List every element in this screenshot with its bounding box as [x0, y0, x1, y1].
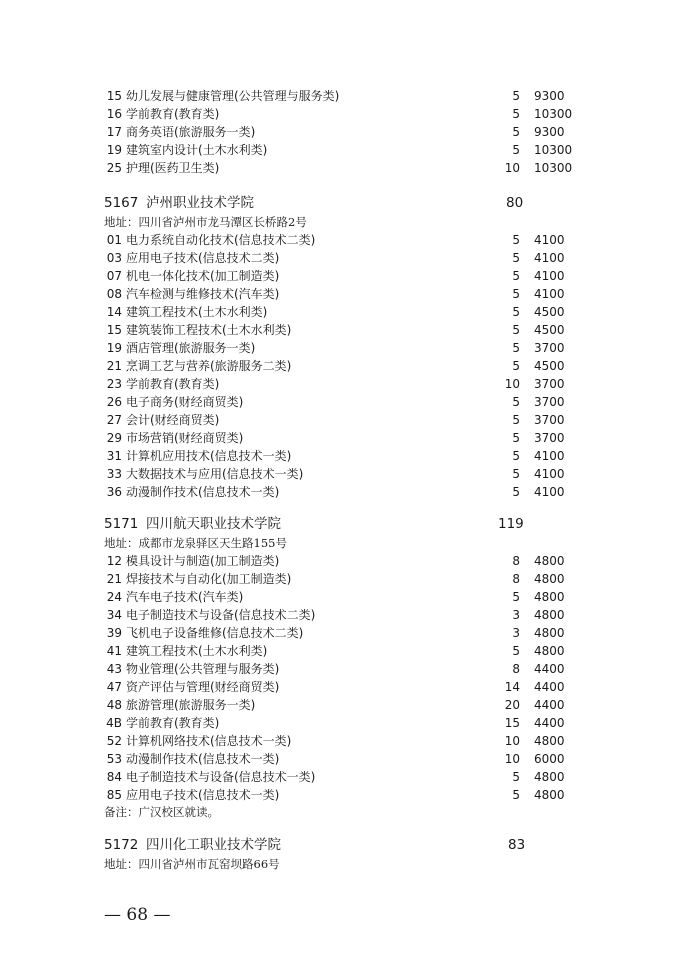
- major-name: 模具设计与制造(加工制造类): [126, 554, 280, 568]
- major-quota: 3: [512, 608, 520, 622]
- major-name: 资产评估与管理(财经商贸类): [126, 680, 280, 694]
- major-code: 01: [106, 233, 122, 247]
- table-row: [0, 141, 680, 159]
- major-name: 建筑工程技术(土木水利类): [126, 305, 268, 319]
- table-row: [0, 624, 680, 642]
- table-row: [0, 123, 680, 141]
- major-name: 幼儿发展与健康管理(公共管理与服务类): [126, 89, 340, 103]
- major-code: 4B: [106, 716, 122, 730]
- major-code: 17: [106, 125, 122, 139]
- major-quota: 5: [512, 449, 520, 463]
- major-tuition: 3700: [534, 341, 565, 355]
- major-code: 41: [106, 644, 122, 658]
- table-row: [0, 411, 680, 429]
- major-code: 84: [106, 770, 122, 784]
- major-code: 21: [106, 359, 122, 373]
- major-code: 08: [106, 287, 122, 301]
- major-tuition: 4800: [534, 608, 565, 622]
- major-code: 23: [106, 377, 122, 391]
- table-row: [0, 267, 680, 285]
- major-tuition: 4800: [534, 770, 565, 784]
- school-total-quota: 83: [508, 837, 526, 853]
- major-quota: 5: [512, 125, 520, 139]
- table-row: [0, 159, 680, 177]
- table-row: [0, 678, 680, 696]
- major-tuition: 3700: [534, 413, 565, 427]
- major-code: 21: [106, 572, 122, 586]
- major-tuition: 4500: [534, 323, 565, 337]
- major-code: 15: [106, 89, 122, 103]
- major-quota: 8: [512, 662, 520, 676]
- major-tuition: 9300: [534, 125, 565, 139]
- table-row: [0, 285, 680, 303]
- major-tuition: 4100: [534, 233, 565, 247]
- major-name: 酒店管理(旅游服务一类): [126, 341, 256, 355]
- major-code: 39: [106, 626, 122, 640]
- major-code: 25: [106, 161, 122, 175]
- major-tuition: 4500: [534, 305, 565, 319]
- major-tuition: 3700: [534, 431, 565, 445]
- major-code: 15: [106, 323, 122, 337]
- major-name: 市场营销(财经商贸类): [126, 431, 244, 445]
- page-number: — 68 —: [104, 905, 171, 925]
- major-tuition: 4800: [534, 644, 565, 658]
- major-tuition: 4100: [534, 251, 565, 265]
- school-address: 地址：四川省泸州市瓦窑坝路66号: [104, 857, 280, 871]
- major-tuition: 4100: [534, 485, 565, 499]
- table-row: [0, 357, 680, 375]
- major-code: 27: [106, 413, 122, 427]
- major-quota: 5: [512, 590, 520, 604]
- table-row: [0, 465, 680, 483]
- major-tuition: 4400: [534, 698, 565, 712]
- major-tuition: 10300: [534, 107, 573, 121]
- major-code: 53: [106, 752, 122, 766]
- major-tuition: 4100: [534, 287, 565, 301]
- major-tuition: 4800: [534, 734, 565, 748]
- school-total-quota: 80: [506, 195, 524, 211]
- major-name: 计算机网络技术(信息技术一类): [126, 734, 292, 748]
- major-code: 19: [106, 341, 122, 355]
- school-address: 地址：成都市龙泉驿区天生路155号: [104, 536, 287, 550]
- major-tuition: 9300: [534, 89, 565, 103]
- major-quota: 5: [512, 431, 520, 445]
- major-name: 电力系统自动化技术(信息技术二类): [126, 233, 316, 247]
- school-code: 5167: [104, 195, 139, 211]
- major-code: 48: [106, 698, 122, 712]
- major-quota: 20: [504, 698, 520, 712]
- major-name: 旅游管理(旅游服务一类): [126, 698, 256, 712]
- major-tuition: 4100: [534, 449, 565, 463]
- major-code: 47: [106, 680, 122, 694]
- table-row: [0, 552, 680, 570]
- major-quota: 5: [512, 269, 520, 283]
- school-note: 备注：广汉校区就读。: [104, 805, 219, 819]
- major-name: 建筑室内设计(土木水利类): [126, 143, 268, 157]
- major-name: 应用电子技术(信息技术二类): [126, 251, 280, 265]
- major-name: 飞机电子设备维修(信息技术二类): [126, 626, 304, 640]
- school-heading: [0, 514, 680, 534]
- major-quota: 8: [512, 572, 520, 586]
- major-name: 机电一体化技术(加工制造类): [126, 269, 280, 283]
- major-tuition: 4800: [534, 572, 565, 586]
- major-quota: 5: [512, 251, 520, 265]
- table-row: [0, 231, 680, 249]
- table-row: [0, 249, 680, 267]
- major-quota: 15: [504, 716, 520, 730]
- major-name: 电子商务(财经商贸类): [126, 395, 244, 409]
- major-tuition: 4400: [534, 662, 565, 676]
- table-row: [0, 786, 680, 804]
- major-name: 计算机应用技术(信息技术一类): [126, 449, 292, 463]
- major-tuition: 10300: [534, 161, 573, 175]
- major-code: 33: [106, 467, 122, 481]
- major-code: 12: [106, 554, 122, 568]
- table-row: [0, 87, 680, 105]
- major-quota: 5: [512, 644, 520, 658]
- major-tuition: 4800: [534, 590, 565, 604]
- major-code: 03: [106, 251, 122, 265]
- table-row: [0, 750, 680, 768]
- major-name: 会计(财经商贸类): [126, 413, 220, 427]
- table-row: [0, 732, 680, 750]
- major-name: 学前教育(教育类): [126, 107, 220, 121]
- major-quota: 14: [504, 680, 520, 694]
- major-code: 16: [106, 107, 122, 121]
- major-tuition: 4500: [534, 359, 565, 373]
- major-quota: 5: [512, 143, 520, 157]
- major-quota: 5: [512, 485, 520, 499]
- major-quota: 3: [512, 626, 520, 640]
- major-name: 应用电子技术(信息技术一类): [126, 788, 280, 802]
- table-row: [0, 714, 680, 732]
- major-quota: 10: [504, 161, 520, 175]
- major-tuition: 4400: [534, 716, 565, 730]
- major-code: 19: [106, 143, 122, 157]
- major-code: 85: [106, 788, 122, 802]
- major-name: 学前教育(教育类): [126, 716, 220, 730]
- table-row: [0, 642, 680, 660]
- table-row: [0, 303, 680, 321]
- major-name: 动漫制作技术(信息技术一类): [126, 752, 280, 766]
- school-code: 5171: [104, 516, 139, 532]
- major-quota: 8: [512, 554, 520, 568]
- major-quota: 5: [512, 359, 520, 373]
- major-tuition: 4800: [534, 554, 565, 568]
- major-name: 护理(医药卫生类): [126, 161, 220, 175]
- major-code: 43: [106, 662, 122, 676]
- table-row: [0, 393, 680, 411]
- major-quota: 5: [512, 341, 520, 355]
- major-name: 汽车检测与维修技术(汽车类): [126, 287, 280, 301]
- major-tuition: 4400: [534, 680, 565, 694]
- major-name: 动漫制作技术(信息技术一类): [126, 485, 280, 499]
- major-quota: 5: [512, 89, 520, 103]
- major-tuition: 10300: [534, 143, 573, 157]
- table-row: [0, 447, 680, 465]
- major-name: 电子制造技术与设备(信息技术二类): [126, 608, 316, 622]
- major-name: 商务英语(旅游服务一类): [126, 125, 256, 139]
- major-name: 电子制造技术与设备(信息技术一类): [126, 770, 316, 784]
- school-heading: [0, 835, 680, 855]
- table-row: [0, 696, 680, 714]
- table-row: [0, 375, 680, 393]
- major-quota: 5: [512, 788, 520, 802]
- table-row: [0, 570, 680, 588]
- school-address: 地址：四川省泸州市龙马潭区长桥路2号: [104, 215, 307, 229]
- school-code: 5172: [104, 837, 139, 853]
- major-code: 31: [106, 449, 122, 463]
- major-quota: 10: [504, 734, 520, 748]
- table-row: [0, 105, 680, 123]
- major-quota: 5: [512, 395, 520, 409]
- major-tuition: 3700: [534, 377, 565, 391]
- major-code: 36: [106, 485, 122, 499]
- major-code: 26: [106, 395, 122, 409]
- major-tuition: 4800: [534, 626, 565, 640]
- major-name: 烹调工艺与营养(旅游服务二类): [126, 359, 292, 373]
- table-row: [0, 483, 680, 501]
- major-quota: 5: [512, 107, 520, 121]
- table-row: [0, 339, 680, 357]
- major-tuition: 4100: [534, 269, 565, 283]
- major-name: 汽车电子技术(汽车类): [126, 590, 244, 604]
- table-row: [0, 660, 680, 678]
- major-quota: 5: [512, 467, 520, 481]
- table-row: [0, 321, 680, 339]
- major-quota: 5: [512, 233, 520, 247]
- school-total-quota: 119: [498, 516, 524, 532]
- table-row: [0, 588, 680, 606]
- table-row: [0, 429, 680, 447]
- major-name: 建筑工程技术(土木水利类): [126, 644, 268, 658]
- school-name: 四川航天职业技术学院: [146, 516, 281, 532]
- table-row: [0, 768, 680, 786]
- major-tuition: 3700: [534, 395, 565, 409]
- major-code: 52: [106, 734, 122, 748]
- major-name: 物业管理(公共管理与服务类): [126, 662, 280, 676]
- major-name: 学前教育(教育类): [126, 377, 220, 391]
- major-tuition: 6000: [534, 752, 565, 766]
- major-name: 建筑装饰工程技术(土木水利类): [126, 323, 292, 337]
- major-code: 29: [106, 431, 122, 445]
- major-tuition: 4100: [534, 467, 565, 481]
- major-quota: 5: [512, 413, 520, 427]
- major-tuition: 4800: [534, 788, 565, 802]
- major-code: 34: [106, 608, 122, 622]
- school-name: 四川化工职业技术学院: [146, 837, 281, 853]
- major-code: 14: [106, 305, 122, 319]
- major-quota: 5: [512, 323, 520, 337]
- major-name: 大数据技术与应用(信息技术一类): [126, 467, 304, 481]
- major-quota: 10: [504, 377, 520, 391]
- major-code: 07: [106, 269, 122, 283]
- major-name: 焊接技术与自动化(加工制造类): [126, 572, 292, 586]
- major-quota: 10: [504, 752, 520, 766]
- major-quota: 5: [512, 305, 520, 319]
- school-heading: [0, 193, 680, 213]
- major-quota: 5: [512, 287, 520, 301]
- table-row: [0, 606, 680, 624]
- major-quota: 5: [512, 770, 520, 784]
- school-name: 泸州职业技术学院: [146, 195, 254, 211]
- major-code: 24: [106, 590, 122, 604]
